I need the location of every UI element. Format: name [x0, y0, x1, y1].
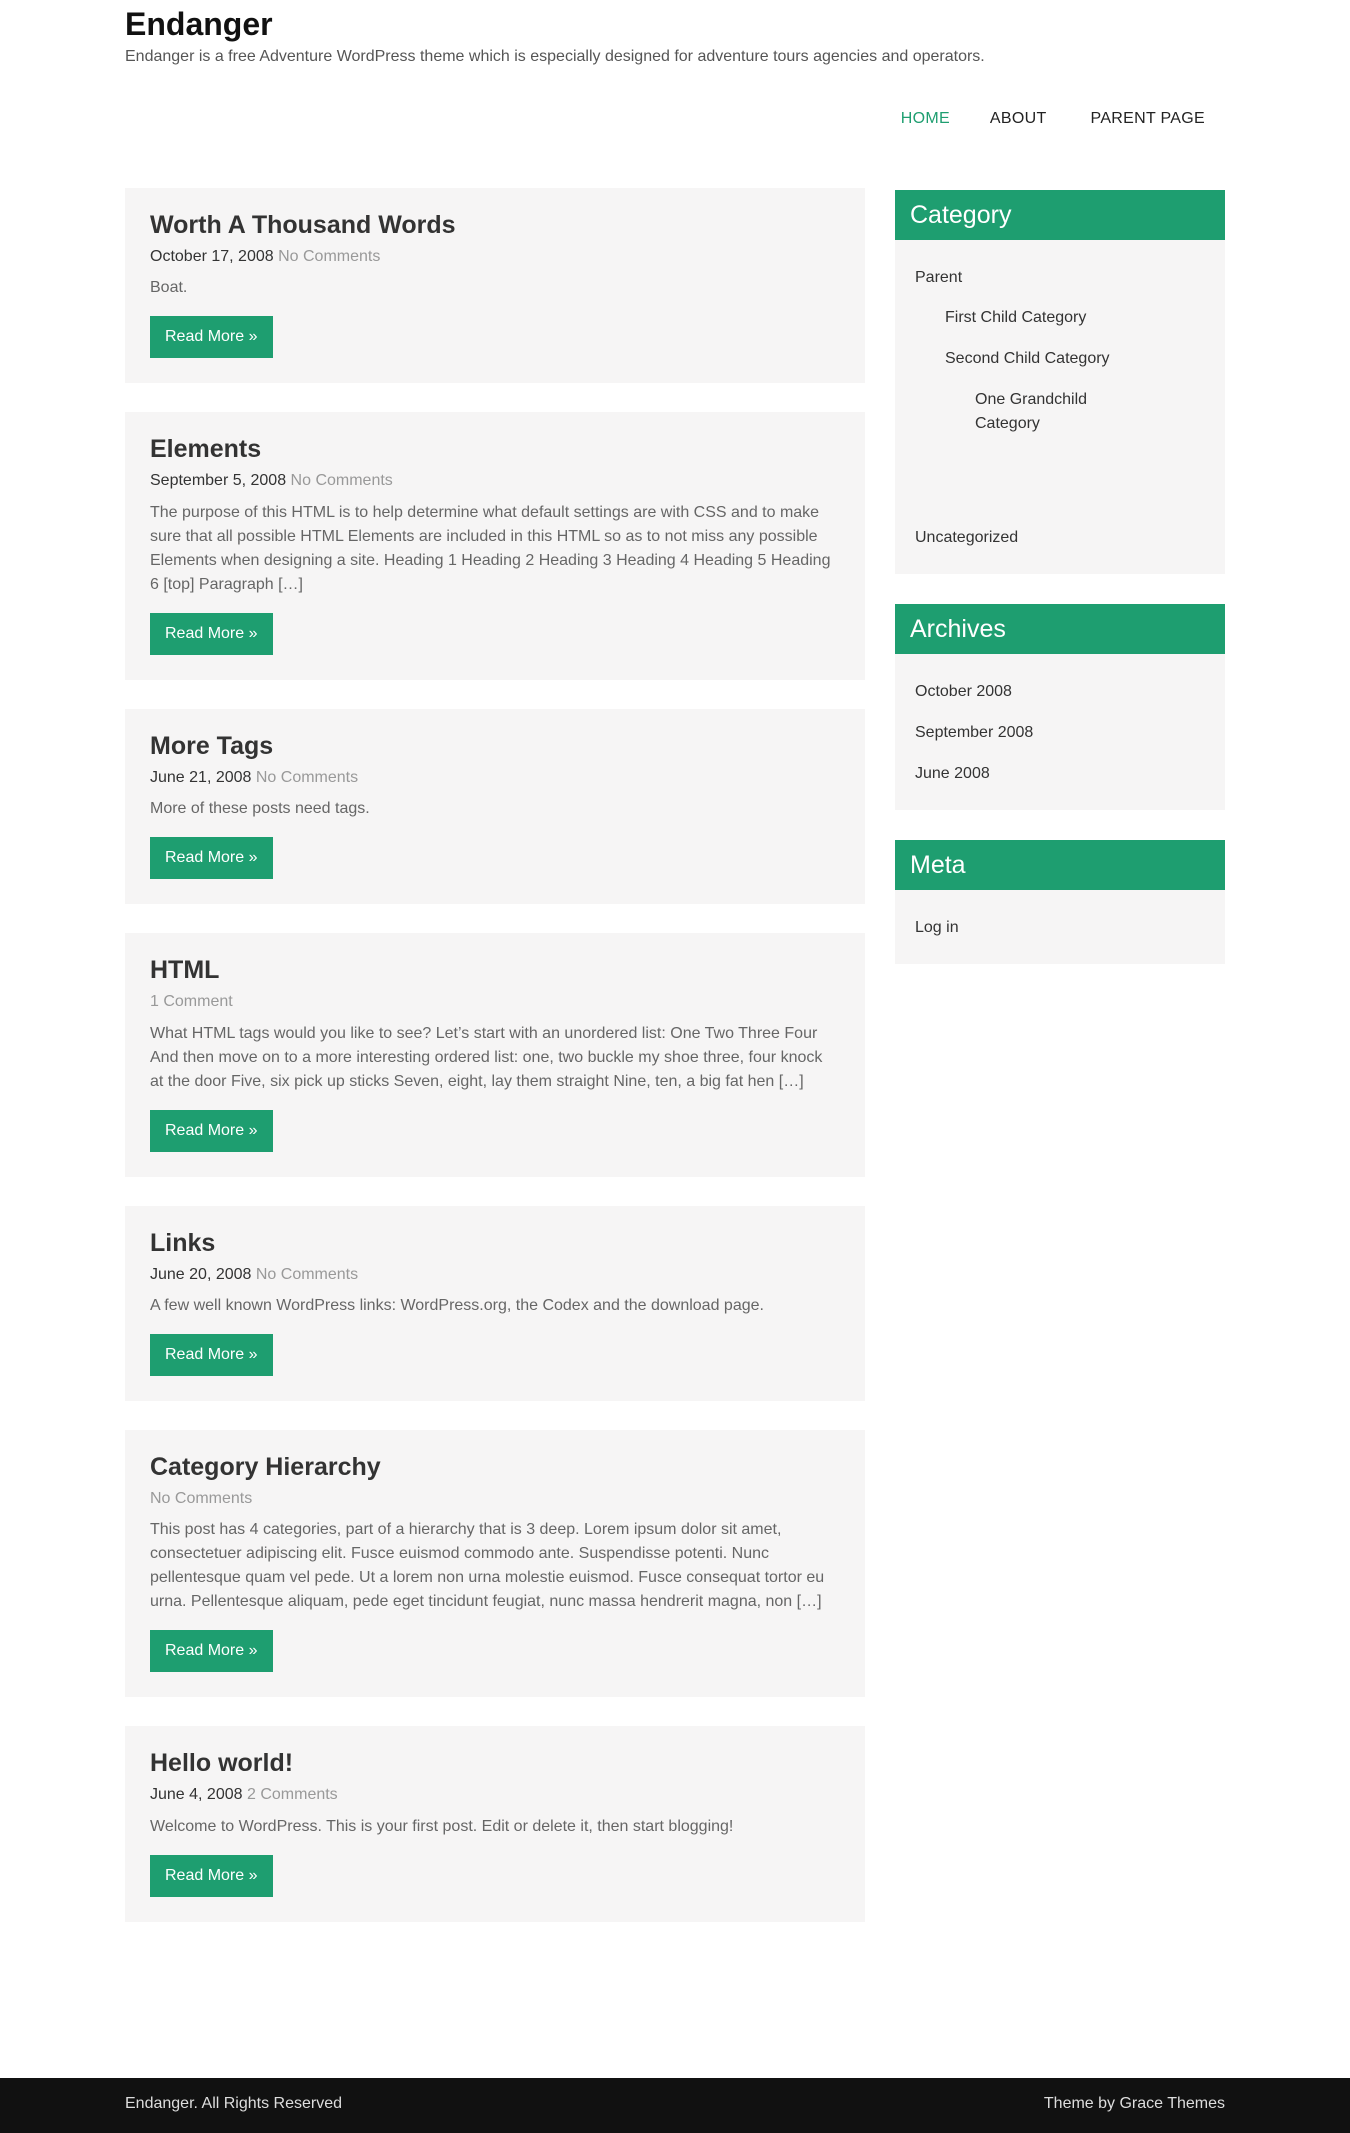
nav-home[interactable]: HOME	[900, 110, 950, 127]
archive-item[interactable]: September 2008	[915, 724, 1034, 741]
post-excerpt: The purpose of this HTML is to help determine what default settings are with CSS and to make sure that all possible HTML Elements are included in this HTML so as to not miss any possible Elements when designing a site. Heading 1 Heading 2 Heading 3 Heading 4 Heading 5 Heading 6 [top] Paragraph […]	[150, 503, 831, 593]
post-card	[125, 1726, 865, 1921]
post-date[interactable]: September 5, 2008	[150, 472, 287, 490]
category-widget	[895, 190, 1225, 574]
site-footer	[0, 2078, 1350, 2133]
site-title[interactable]: Endanger	[125, 6, 273, 42]
read-more-button[interactable]: Read More »	[150, 613, 273, 655]
archive-item[interactable]: June 2008	[915, 765, 990, 782]
post-title[interactable]: More Tags	[150, 731, 274, 760]
read-more-button[interactable]: Read More »	[150, 1630, 273, 1672]
footer-credit[interactable]: Theme by Grace Themes	[1043, 2095, 1225, 2112]
footer-copyright: Endanger. All Rights Reserved	[125, 2095, 343, 2112]
read-more-button[interactable]: Read More »	[150, 1334, 273, 1376]
post-comments-link[interactable]: No Comments	[255, 768, 359, 786]
widget-title: Archives	[895, 604, 1225, 654]
read-more-button[interactable]: Read More »	[150, 1855, 273, 1897]
post-excerpt: This post has 4 categories, part of a hierarchy that is 3 deep. Lorem ipsum dolor sit amet, consectetuer adipiscing elit. Fusce euismod commodo ante. Suspendisse potenti. Nunc pellentesque quam vel pede. Ut a lorem non urna molestie euismod. Fusce consequat tortor eu urna. Pellentesque aliquam, pede eget tincidunt feugiat, nunc massa hendrerit magna, non […]	[150, 1521, 825, 1611]
post-excerpt: More of these posts need tags.	[150, 800, 370, 818]
post-excerpt: Welcome to WordPress. This is your first post. Edit or delete it, then start blogging!	[150, 1817, 734, 1835]
archives-widget	[895, 604, 1225, 810]
post-date[interactable]: June 20, 2008	[150, 1265, 252, 1283]
post-meta	[150, 246, 840, 268]
post-card	[125, 412, 865, 679]
read-more-button[interactable]: Read More »	[150, 837, 273, 879]
post-meta	[150, 767, 840, 789]
category-item-first-child[interactable]: First Child Category	[945, 309, 1087, 326]
post-date[interactable]: June 21, 2008	[150, 768, 252, 786]
post-title[interactable]: Links	[150, 1228, 216, 1257]
post-title[interactable]: Worth A Thousand Words	[150, 211, 456, 239]
category-item-grandchild[interactable]: One Grandchild Category	[975, 391, 1088, 432]
nav-about[interactable]: ABOUT	[989, 110, 1047, 127]
post-card	[125, 709, 865, 904]
login-link[interactable]: Log in	[915, 919, 959, 936]
post-comments-link[interactable]: No Comments	[150, 1489, 253, 1507]
category-item-second-child[interactable]: Second Child Category	[945, 350, 1110, 367]
post-meta	[150, 991, 840, 1013]
category-item-uncategorized[interactable]: Uncategorized	[915, 529, 1019, 546]
category-item-parent[interactable]: Parent	[915, 269, 963, 286]
post-title[interactable]: HTML	[150, 956, 220, 985]
post-date[interactable]: June 4, 2008	[150, 1786, 243, 1804]
post-title[interactable]: Elements	[150, 435, 262, 464]
post-title[interactable]: Hello world!	[150, 1749, 294, 1778]
meta-widget	[895, 840, 1225, 964]
post-comments-link[interactable]: No Comments	[255, 1265, 359, 1283]
post-comments-link[interactable]: 1 Comment	[150, 993, 233, 1011]
post-meta	[150, 1488, 840, 1510]
post-meta	[150, 1264, 840, 1286]
post-comments-link[interactable]: No Comments	[278, 248, 381, 265]
post-date[interactable]: October 17, 2008	[150, 248, 274, 265]
post-card	[125, 1206, 865, 1401]
site-description: Endanger is a free Adventure WordPress theme which is especially designed for adventure tours agencies and operators.	[125, 48, 985, 65]
post-card	[125, 1430, 865, 1697]
post-card	[125, 933, 865, 1176]
post-list	[125, 188, 865, 1951]
archive-item[interactable]: October 2008	[915, 683, 1012, 700]
post-meta	[150, 1784, 840, 1806]
post-comments-link[interactable]: 2 Comments	[246, 1786, 338, 1804]
main-nav	[901, 110, 1205, 128]
nav-parent-page[interactable]: PARENT PAGE	[1090, 110, 1205, 127]
read-more-button[interactable]: Read More »	[150, 316, 273, 358]
post-excerpt: Boat.	[150, 279, 188, 297]
post-meta	[150, 470, 840, 492]
widget-title: Meta	[895, 840, 1225, 890]
sidebar	[895, 190, 1225, 994]
post-title[interactable]: Category Hierarchy	[150, 1452, 381, 1481]
post-excerpt: What HTML tags would you like to see? Let’s start with an unordered list: One Two Three Four And then move on to a more interesting ordered list: one, two buckle my shoe three, four knock at the door Five, six pick up sticks Seven, eight, lay them straight Nine, ten, a big fat hen […]	[150, 1024, 823, 1090]
post-comments-link[interactable]: No Comments	[290, 472, 393, 490]
post-excerpt: A few well known WordPress links: WordPress.org, the Codex and the download page.	[150, 1296, 764, 1314]
widget-title: Category	[895, 190, 1225, 240]
read-more-button[interactable]: Read More »	[150, 1110, 273, 1152]
post-card	[125, 188, 865, 383]
